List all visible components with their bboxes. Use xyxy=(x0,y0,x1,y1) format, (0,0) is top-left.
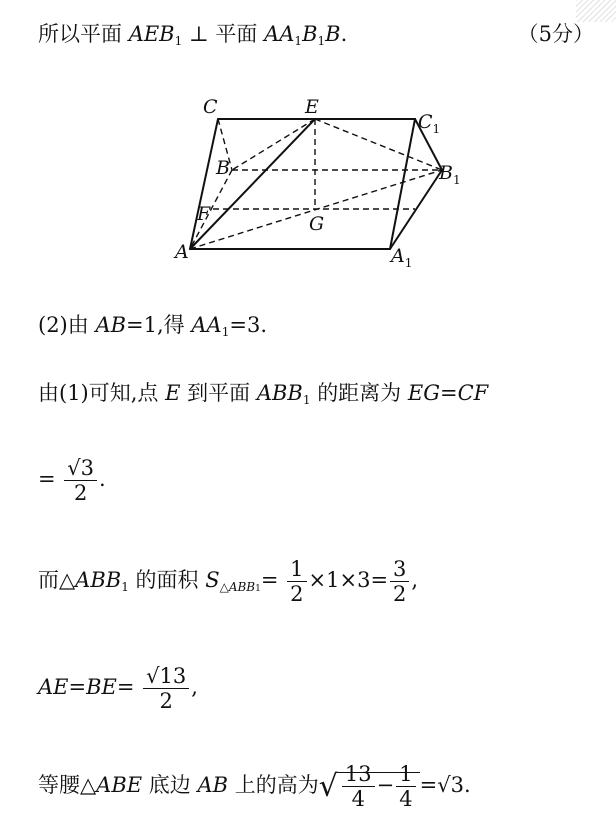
radicand xyxy=(338,762,420,812)
equals: = xyxy=(260,568,279,593)
perpendicular-symbol: ⊥ xyxy=(188,22,209,46)
fraction-1-over-4: $\frac{1}{4}$ xyxy=(396,762,415,811)
plane-aeb1: AEB xyxy=(128,22,175,46)
label-c1: $C_1$ xyxy=(418,111,441,136)
subscript: 1 xyxy=(317,34,326,48)
text-prefix: 由(1)可知,点 xyxy=(38,381,159,405)
segment-be: BE xyxy=(86,675,117,700)
label-b: B xyxy=(216,157,230,179)
text-mid2: 的距离为 xyxy=(317,381,402,405)
edge-c1-b1 xyxy=(415,119,442,170)
text-prefix: 而△ xyxy=(38,568,76,593)
period: . xyxy=(99,467,106,492)
product: ×1×3= xyxy=(308,568,389,593)
text-mid: 的面积 xyxy=(135,568,199,593)
fraction-sqrt13-over-2: $\frac{√13}{2}$ xyxy=(143,664,189,713)
subscript: 1 xyxy=(294,34,303,48)
comma: , xyxy=(191,675,198,700)
score-label: （5分） xyxy=(517,22,594,46)
distance-line xyxy=(38,377,488,407)
edge-a1-b1 xyxy=(390,170,442,249)
point-e: E xyxy=(165,381,181,405)
subscript: 1 xyxy=(221,325,230,339)
equals: = xyxy=(439,381,458,405)
vertex-labels xyxy=(173,96,461,270)
result-sqrt3: =√3. xyxy=(419,773,471,798)
area-symbol: S xyxy=(205,568,220,593)
period: . xyxy=(340,22,348,46)
text-plane: 平面 xyxy=(215,22,258,46)
label-a: A xyxy=(175,241,189,263)
distance-value-line xyxy=(38,456,106,505)
segment-e-b1 xyxy=(315,119,442,170)
fraction-3-over-2: $\frac{3}{2}$ xyxy=(390,557,409,606)
segment-aa1: AA xyxy=(191,313,222,337)
subscript: 1 xyxy=(302,393,311,407)
segment-ab: AB xyxy=(197,773,229,798)
plane-aa: AA xyxy=(264,22,295,46)
height-line xyxy=(38,762,471,811)
text-mid2: 上的高为 xyxy=(234,773,319,798)
text-prefix: (2)由 xyxy=(38,313,89,337)
plane-b-end: B xyxy=(325,22,341,46)
diagonal-a-b1 xyxy=(190,170,442,249)
segment-cf: CF xyxy=(457,381,489,405)
text-prefix: 等腰△ xyxy=(38,773,97,798)
comma: , xyxy=(411,568,419,593)
segment-ab: AB xyxy=(95,313,127,337)
text-prefix: 所以平面 xyxy=(38,22,122,46)
subscript: 1 xyxy=(174,34,183,48)
subscript: 1 xyxy=(121,580,129,595)
segment-ae: AE xyxy=(38,675,69,700)
text-mid: 到平面 xyxy=(187,381,251,405)
edge-c1-a1 xyxy=(390,119,415,249)
solid-edges xyxy=(190,119,442,249)
segment-e-b xyxy=(232,119,315,170)
conclusion-line xyxy=(38,18,347,48)
label-e: E xyxy=(305,96,319,118)
plane-b: B xyxy=(302,22,318,46)
label-f: F xyxy=(197,203,211,225)
text-eq: =3. xyxy=(229,313,267,337)
part2-given-line xyxy=(38,309,267,339)
edge-b-a xyxy=(190,170,232,249)
hidden-edges xyxy=(190,119,442,249)
fraction-13-over-4: $\frac{13}{4}$ xyxy=(342,762,375,811)
radical-sign: √ xyxy=(318,769,338,805)
subscript: 1 xyxy=(255,584,261,595)
area-line xyxy=(38,557,418,606)
area-subscript: △ABB xyxy=(219,580,256,595)
minus: − xyxy=(376,773,395,798)
equals: = xyxy=(116,675,135,700)
label-g: G xyxy=(309,213,325,235)
triangle-abb1: ABB xyxy=(75,568,122,593)
edge-c-b xyxy=(218,119,232,170)
segment-eg: EG xyxy=(407,381,440,405)
equals: = xyxy=(38,467,56,492)
text-mid: 底边 xyxy=(148,773,191,798)
plane-abb1: ABB xyxy=(256,381,303,405)
triangle-abe: ABE xyxy=(96,773,143,798)
label-a1: $A_1$ xyxy=(391,245,413,270)
fraction-sqrt3-over-2: $\frac{√3}{2}$ xyxy=(64,456,97,505)
label-b1: $B_1$ xyxy=(439,162,461,187)
fraction-1-over-2: $\frac{1}{2}$ xyxy=(287,557,306,606)
equals: = xyxy=(68,675,87,700)
segment-e-a xyxy=(190,119,315,249)
ae-be-line xyxy=(38,664,198,713)
edge-c-a xyxy=(190,119,218,249)
label-c: C xyxy=(203,96,218,118)
text-eq: =1,得 xyxy=(126,313,185,337)
